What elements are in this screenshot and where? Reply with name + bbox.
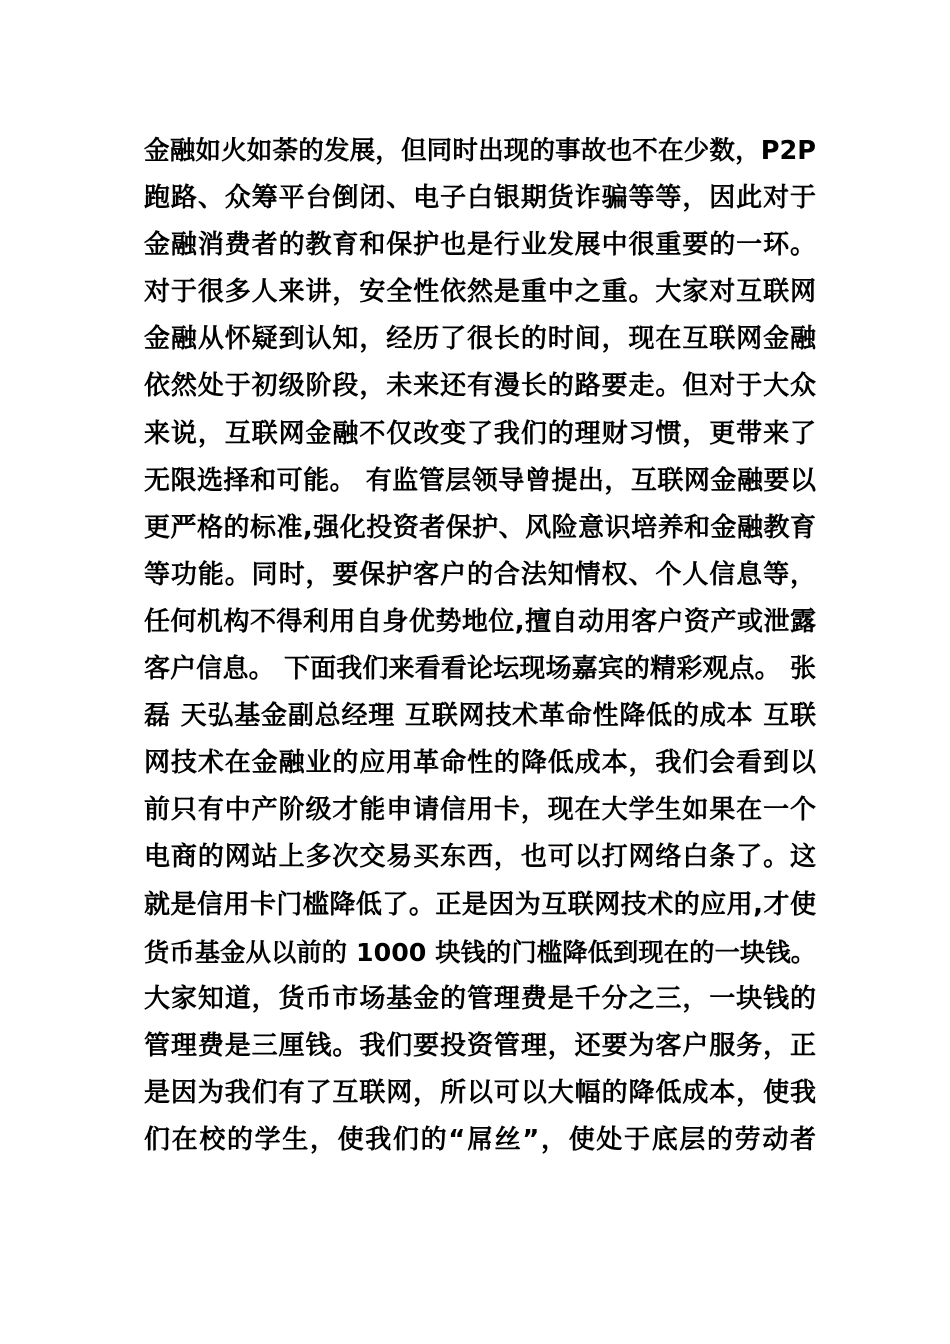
text-line: 对于很多人来讲，安全性依然是重中之重。大家对互联网 (144, 277, 816, 308)
text-line: 管理费是三厘钱。我们要投资管理，还要为客户服务，正 (144, 1030, 816, 1061)
body-text (144, 128, 816, 1164)
text-line: 们在校的学生，使我们的“屌丝”，使处于底层的劳动者 (144, 1124, 816, 1155)
text-line: 跑路、众筹平台倒闭、电子白银期货诈骗等等，因此对于 (144, 183, 816, 214)
text-line: 电商的网站上多次交易买东西，也可以打网络白条了。这 (144, 842, 816, 873)
text-line: 货币基金从以前的 1000 块钱的门槛降低到现在的一块钱。 (144, 937, 816, 967)
text-line: 客户信息。 下面我们来看看论坛现场嘉宾的精彩观点。 张 (144, 654, 816, 685)
text-line: 依然处于初级阶段，未来还有漫长的路要走。但对于大众 (144, 371, 816, 402)
text-line: 金融从怀疑到认知，经历了很长的时间，现在互联网金融 (144, 324, 816, 355)
text-line: 金融如火如荼的发展，但同时出现的事故也不在少数，P2P (144, 136, 816, 166)
text-line: 金融消费者的教育和保护也是行业发展中很重要的一环。 (144, 230, 816, 261)
text-line: 网技术在金融业的应用革命性的降低成本，我们会看到以 (144, 748, 816, 779)
text-line: 就是信用卡门槛降低了。正是因为互联网技术的应用,才使 (144, 889, 816, 920)
text-line: 无限选择和可能。 有监管层领导曾提出，互联网金融要以 (144, 465, 816, 496)
text-line: 更严格的标准,强化投资者保护、风险意识培养和金融教育 (144, 512, 816, 543)
text-line: 大家知道，货币市场基金的管理费是千分之三，一块钱的 (144, 983, 816, 1014)
text-line: 是因为我们有了互联网，所以可以大幅的降低成本，使我 (144, 1077, 816, 1108)
text-line: 任何机构不得利用自身优势地位,擅自动用客户资产或泄露 (144, 606, 816, 637)
text-line: 磊 天弘基金副总经理 互联网技术革命性降低的成本 互联 (144, 701, 816, 732)
text-line: 前只有中产阶级才能申请信用卡，现在大学生如果在一个 (144, 795, 816, 826)
text-line: 来说，互联网金融不仅改变了我们的理财习惯，更带来了 (144, 418, 816, 449)
text-line: 等功能。同时，要保护客户的合法知情权、个人信息等， (144, 559, 816, 590)
